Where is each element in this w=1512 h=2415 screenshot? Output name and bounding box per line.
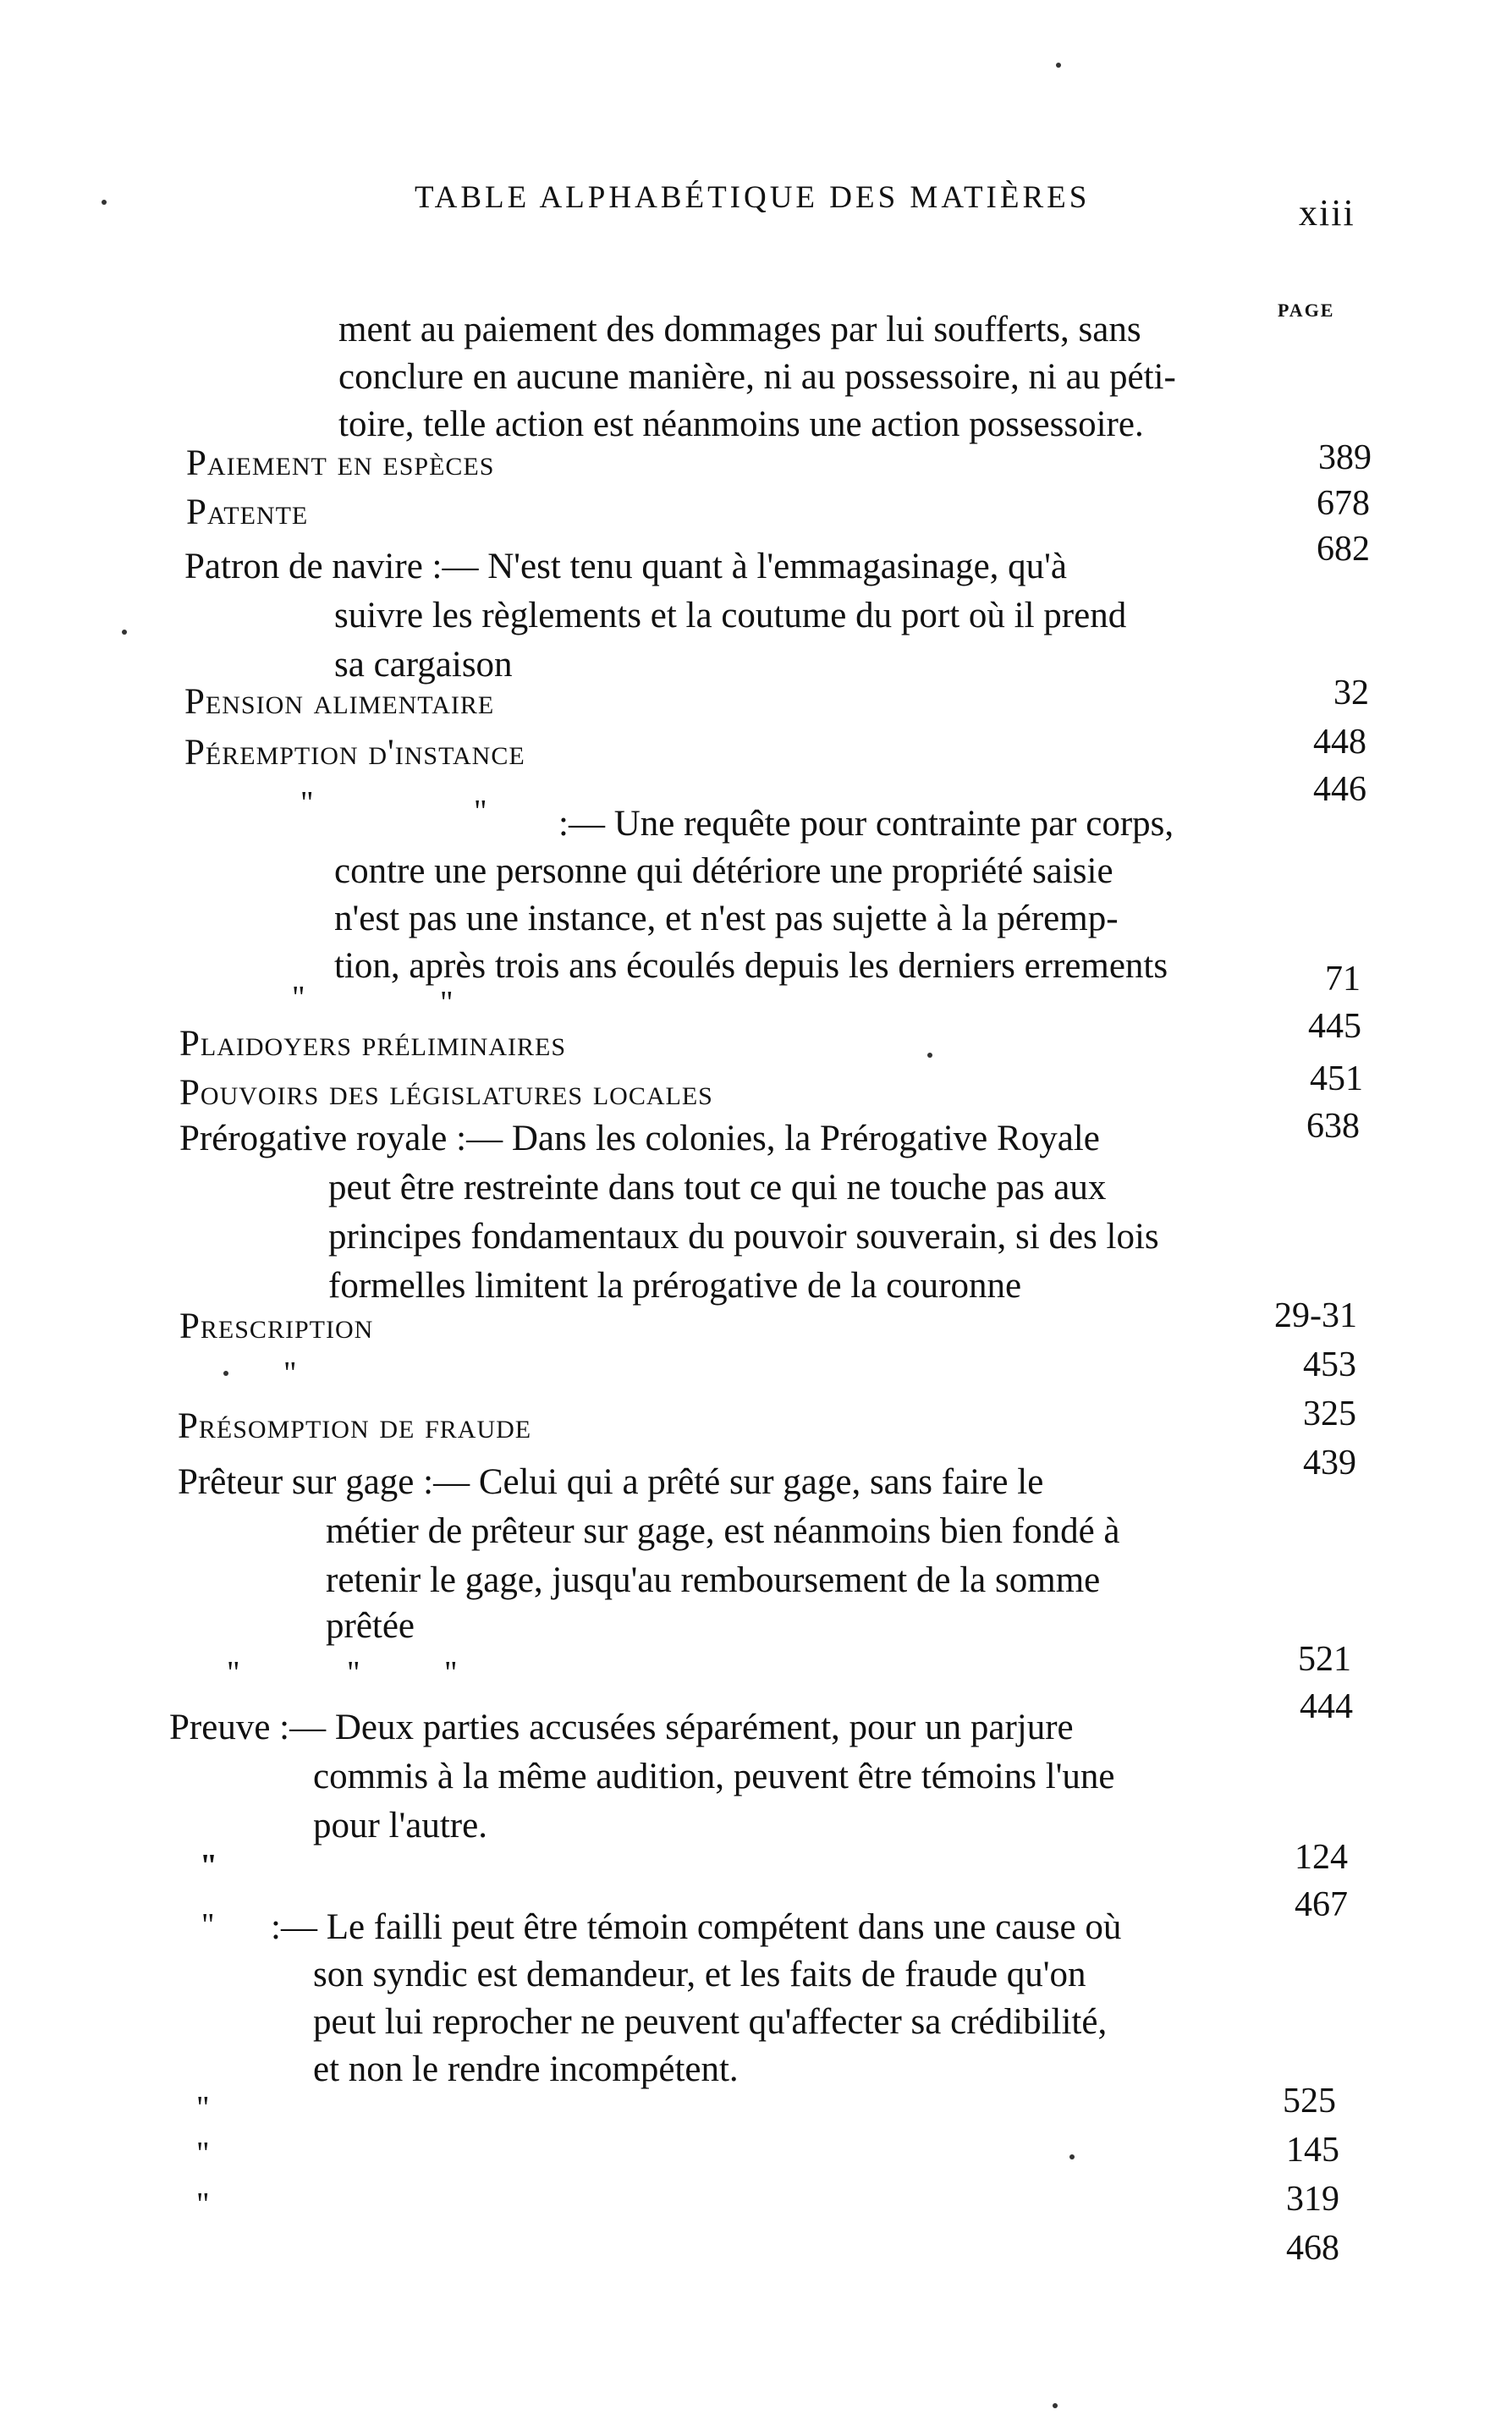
entry-heading: Plaidoyers préliminaires <box>179 1024 566 1064</box>
ditto-mark: " <box>474 794 487 829</box>
ditto-mark: " <box>440 985 454 1020</box>
entry-heading: Prérogative royale :— Dans les colonies, la Prérogative Royale <box>179 1119 1100 1158</box>
entry-heading: Pension alimentaire <box>184 682 495 722</box>
scan-speck <box>1069 2154 1075 2159</box>
text-line: toire, telle action est néanmoins une action possessoire. <box>338 404 1144 444</box>
text-line: prêtée <box>326 1606 415 1646</box>
entry-heading: Prêteur sur gage :— Celui qui a prêté sur gage, sans faire le <box>178 1462 1044 1502</box>
text-line: conclure en aucune manière, ni au possessoire, ni au péti- <box>338 357 1176 397</box>
text-line: :— Une requête pour contrainte par corps, <box>558 804 1174 844</box>
scan-speck <box>223 1371 228 1376</box>
page-ref: 319 <box>1286 2180 1339 2219</box>
text-line: retenir le gage, jusqu'au remboursement de la somme <box>326 1560 1101 1600</box>
page-ref: 124 <box>1295 1838 1348 1877</box>
ditto-mark: " <box>300 785 314 821</box>
text-line: :— Le failli peut être témoin compétent dans une cause où <box>271 1907 1122 1947</box>
text-line: principes fondamentaux du pouvoir souverain, si des lois <box>328 1217 1159 1257</box>
page-ref: 145 <box>1286 2131 1339 2170</box>
text-line: suivre les règlements et la coutume du port où il prend <box>334 596 1127 635</box>
page-ref: 678 <box>1317 484 1370 523</box>
ditto-mark: " <box>196 2090 210 2126</box>
ditto-mark: " <box>196 2136 210 2171</box>
ditto-mark: " <box>227 1655 240 1691</box>
ditto-mark: " <box>292 980 305 1015</box>
roman-page-number: xiii <box>1299 192 1355 234</box>
ditto-mark: " <box>200 1848 218 1884</box>
page-ref: 444 <box>1300 1687 1353 1726</box>
page-ref: 468 <box>1286 2229 1339 2268</box>
scan-speck <box>1056 63 1061 68</box>
page-ref: 467 <box>1295 1885 1348 1924</box>
text-line: tion, après trois ans écoulés depuis les derniers errements <box>334 946 1168 986</box>
text-line: contre une personne qui détériore une propriété saisie <box>334 851 1113 891</box>
scan-speck <box>927 1053 932 1058</box>
scan-speck <box>1053 2403 1058 2408</box>
scan-speck <box>122 630 127 635</box>
text-line: commis à la même audition, peuvent être témoins l'une <box>313 1757 1115 1796</box>
text-line: peut être restreinte dans tout ce qui ne touche pas aux <box>328 1168 1107 1208</box>
page-ref: 325 <box>1303 1395 1356 1433</box>
page-ref: 446 <box>1313 770 1366 809</box>
page-ref: 451 <box>1310 1059 1363 1098</box>
page-ref: 439 <box>1303 1444 1356 1483</box>
entry-heading: Patron de navire :— N'est tenu quant à l'emmagasinage, qu'à <box>184 547 1067 586</box>
page-ref: 71 <box>1325 960 1361 998</box>
page-column-label: PAGE <box>1278 300 1335 321</box>
entry-heading: Paiement en espèces <box>186 443 495 483</box>
text-line: métier de prêteur sur gage, est néanmoins bien fondé à <box>326 1511 1120 1551</box>
scan-speck <box>102 200 107 205</box>
text-line: pour l'autre. <box>313 1806 487 1846</box>
ditto-mark: " <box>196 2187 210 2222</box>
page-ref: 448 <box>1313 723 1366 762</box>
entry-heading: Patente <box>186 492 309 532</box>
page-ref: 638 <box>1306 1107 1360 1146</box>
page-ref: 525 <box>1283 2082 1336 2121</box>
entry-heading: Pouvoirs des législatures locales <box>179 1073 713 1113</box>
ditto-mark: " <box>283 1356 297 1391</box>
ditto-mark: " <box>347 1655 360 1691</box>
page-ref: 682 <box>1317 530 1370 569</box>
entry-heading: Péremption d'instance <box>184 733 525 773</box>
text-line: peut lui reprocher ne peuvent qu'affecter sa crédibilité, <box>313 2002 1108 2042</box>
ditto-mark: " <box>201 1907 215 1943</box>
entry-heading: Preuve :— Deux parties accusées séparément, pour un parjure <box>169 1708 1074 1747</box>
text-line: son syndic est demandeur, et les faits de fraude qu'on <box>313 1955 1086 1994</box>
ditto-mark: " <box>444 1655 458 1691</box>
page-ref: 389 <box>1318 438 1372 477</box>
running-header: TABLE ALPHABÉTIQUE DES MATIÈRES <box>415 180 1091 215</box>
page-ref: 521 <box>1298 1640 1351 1679</box>
page-ref: 453 <box>1303 1345 1356 1384</box>
page-ref: 32 <box>1333 674 1369 712</box>
entry-heading: Prescription <box>179 1307 374 1346</box>
text-line: et non le rendre incompétent. <box>313 2049 739 2089</box>
page-ref: 29-31 <box>1274 1296 1357 1335</box>
text-line: formelles limitent la prérogative de la couronne <box>328 1266 1022 1306</box>
page-ref: 445 <box>1308 1007 1361 1046</box>
text-line: n'est pas une instance, et n'est pas sujette à la péremp- <box>334 899 1119 938</box>
entry-heading: Présomption de fraude <box>178 1406 532 1446</box>
text-line: sa cargaison <box>334 645 513 685</box>
text-line: ment au paiement des dommages par lui soufferts, sans <box>338 310 1141 349</box>
